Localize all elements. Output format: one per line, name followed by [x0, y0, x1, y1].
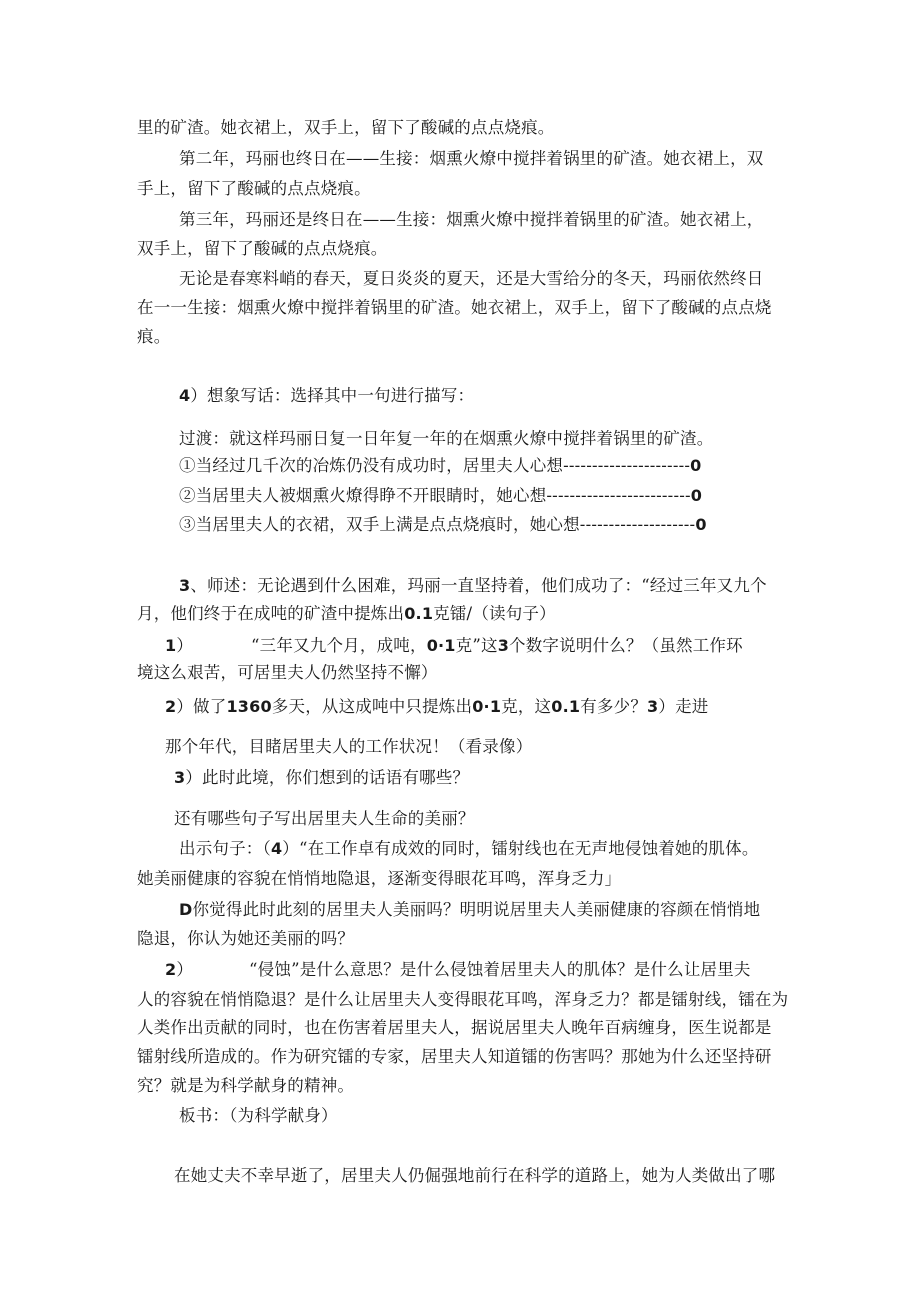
- text-line: 2）做了1360多天，从这成吨中只提炼出0·1克，这0.1有多少？3）走进: [165, 697, 709, 716]
- text-line: 人类作出贡献的同时，也在伤害着居里夫人，据说居里夫人晚年百病缠身，医生说都是: [137, 1018, 772, 1037]
- text-line: 镭射线所造成的。作为研究镭的专家，居里夫人知道镭的伤害吗？那她为什么还坚持研: [137, 1047, 772, 1066]
- text-line: ③当居里夫人的衣裙，双手上满是点点烧痕时，她心想--------------------0: [179, 515, 707, 534]
- text-line: 月，他们终于在成吨的矿渣中提炼出0.1克镭/（读句子）: [137, 604, 556, 623]
- text-line: 双手上，留下了酸碱的点点烧痕。: [137, 239, 388, 258]
- text-line: 4）想象写话：选择其中一句进行描写：: [179, 386, 475, 405]
- text-line: 手上，留下了酸碱的点点烧痕。: [137, 179, 371, 198]
- text-line: 境这么艰苦，可居里夫人仍然坚持不懈）: [137, 663, 438, 682]
- text-line: 隐退，你认为她还美丽的吗？: [137, 929, 355, 948]
- text-line: D你觉得此时此刻的居里夫人美丽吗？明明说居里夫人美丽健康的容颜在悄悄地: [179, 900, 761, 919]
- text-line: 痕。: [137, 327, 171, 346]
- text-line: 在一一生接：烟熏火燎中搅拌着锅里的矿渣。她衣裙上，双手上，留下了酸碱的点点烧: [137, 298, 772, 317]
- text-line: 还有哪些句子写出居里夫人生命的美丽？: [174, 809, 475, 828]
- text-line: 无论是春寒料峭的春天，夏日炎炎的夏天，还是大雪给分的冬天，玛丽依然终日: [179, 269, 764, 288]
- text-line: 第三年，玛丽还是终日在——生接：烟熏火燎中搅拌着锅里的矿渣。她衣裙上，: [179, 210, 764, 229]
- text-line: 板书：（为科学献身）: [179, 1106, 338, 1125]
- text-line: 1） “三年又九个月，成吨，0·1克”这3个数字说明什么？（虽然工作环: [165, 636, 743, 655]
- text-line: 里的矿渣。她衣裙上，双手上，留下了酸碱的点点烧痕。: [137, 118, 555, 137]
- text-line: 她美丽健康的容貌在悄悄地隐退，逐渐变得眼花耳鸣，浑身乏力」: [137, 869, 622, 888]
- text-line: 在她丈夫不幸早逝了，居里夫人仍倔强地前行在科学的道路上，她为人类做出了哪: [174, 1166, 776, 1185]
- text-line: 那个年代，目睹居里夫人的工作状况！（看录像）: [165, 737, 533, 756]
- text-line: 出示句子：（4）“在工作卓有成效的同时，镭射线也在无声地侵蚀着她的肌体。: [179, 839, 759, 858]
- text-line: ①当经过几千次的冶炼仍没有成功时，居里夫人心想----------------------0: [179, 456, 702, 475]
- text-line: ②当居里夫人被烟熏火燎得睁不开眼睛时，她心想-------------------------0: [179, 486, 703, 505]
- text-line: 第二年，玛丽也终日在——生接：烟熏火燎中搅拌着锅里的矿渣。她衣裙上，双: [179, 149, 764, 168]
- text-line: 3）此时此境，你们想到的话语有哪些？: [174, 768, 470, 787]
- text-line: 人的容貌在悄悄隐退？是什么让居里夫人变得眼花耳鸣，浑身乏力？都是镭射线，镭在为: [137, 990, 789, 1009]
- text-line: 3、师述：无论遇到什么困难，玛丽一直坚持着，他们成功了：“经过三年又九个: [179, 576, 767, 595]
- text-line: 究？就是为科学献身的精神。: [137, 1076, 355, 1095]
- text-line: 过渡：就这样玛丽日复一日年复一年的在烟熏火燎中搅拌着锅里的矿渣。: [179, 429, 714, 448]
- text-line: 2） “侵蚀”是什么意思？是什么侵蚀着居里夫人的肌体？是什么让居里夫: [165, 960, 751, 979]
